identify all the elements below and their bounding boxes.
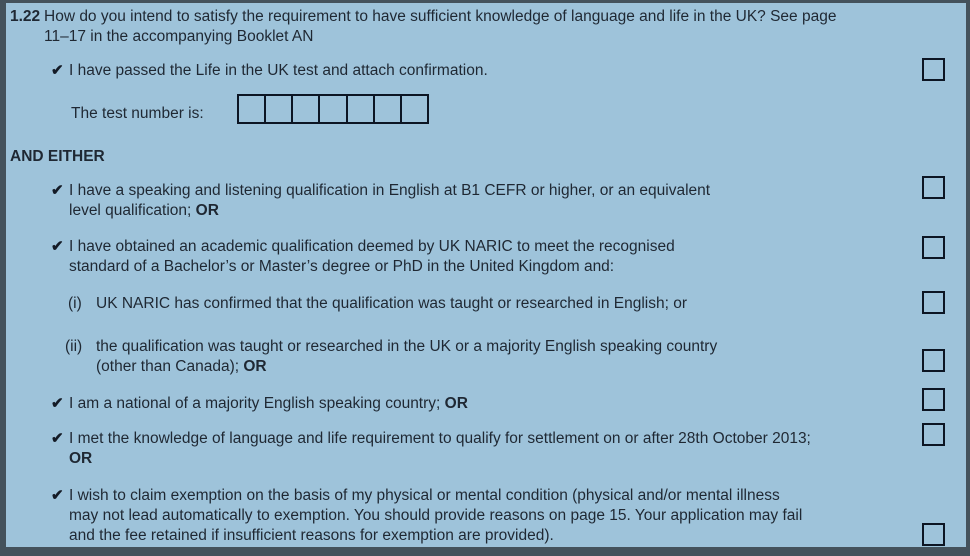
and-either-heading: AND EITHER <box>10 148 105 165</box>
option-exemption-line1: I wish to claim exemption on the basis of my physical or mental condition (physical and/or mental illness <box>69 487 780 504</box>
test-number-cell-2[interactable] <box>264 96 291 122</box>
test-number-cell-1[interactable] <box>239 96 264 122</box>
sub-option-ii-line1: the qualification was taught or researched in the UK or a majority English speaking country <box>96 338 718 355</box>
test-number-cell-3[interactable] <box>291 96 318 122</box>
option-b1-line2 <box>69 201 219 221</box>
checkbox-life-test[interactable] <box>922 58 945 81</box>
option-settlement-line1: I met the knowledge of language and life requirement to qualify for settlement on or after 28th October 2013; <box>69 430 811 447</box>
option-naric-line1: I have obtained an academic qualification deemed by UK NARIC to meet the recognised <box>69 238 675 255</box>
question-number: 1.22 <box>10 8 41 25</box>
tick-icon: ✔ <box>51 487 64 504</box>
test-number-cell-6[interactable] <box>373 96 400 122</box>
checkbox-settlement[interactable] <box>922 423 945 446</box>
tick-icon: ✔ <box>51 238 64 255</box>
test-number-cell-7[interactable] <box>400 96 427 122</box>
option-national-label <box>69 394 468 414</box>
sub-option-ii-line2-or: OR <box>243 358 267 375</box>
question-text-line2: 11–17 in the accompanying Booklet AN <box>44 28 314 45</box>
option-settlement-line2-or: OR <box>69 450 93 467</box>
tick-icon: ✔ <box>51 395 64 412</box>
question-text-line1: How do you intend to satisfy the requirement to have sufficient knowledge of language and life in the UK? See page <box>44 8 837 25</box>
tick-icon: ✔ <box>51 62 64 79</box>
frame-border-bottom <box>0 547 970 556</box>
checkbox-national[interactable] <box>922 388 945 411</box>
test-number-cell-5[interactable] <box>346 96 373 122</box>
option-national-or: OR <box>444 395 468 412</box>
frame-border-right <box>966 0 970 556</box>
checkbox-sub-ii[interactable] <box>922 349 945 372</box>
frame-border-top <box>0 0 970 3</box>
sub-option-i-marker: (i) <box>68 295 82 312</box>
option-b1-line1: I have a speaking and listening qualification in English at B1 CEFR or higher, or an equivalent <box>69 182 711 199</box>
sub-option-i-label: UK NARIC has confirmed that the qualification was taught or researched in English; or <box>96 295 688 312</box>
option-naric-line2: standard of a Bachelor’s or Master’s degree or PhD in the United Kingdom and: <box>69 258 615 275</box>
frame-border-left <box>0 0 6 556</box>
option-life-test-label: I have passed the Life in the UK test and attach confirmation. <box>69 62 488 79</box>
test-number-cell-4[interactable] <box>318 96 345 122</box>
sub-option-ii-marker: (ii) <box>65 338 83 355</box>
test-number-label: The test number is: <box>71 105 204 122</box>
checkbox-naric-qualification[interactable] <box>922 236 945 259</box>
sub-option-ii-line2-text: (other than Canada); <box>96 358 244 375</box>
tick-icon: ✔ <box>51 182 64 199</box>
test-number-input <box>237 94 429 124</box>
option-exemption-line2: may not lead automatically to exemption. You should provide reasons on page 15. Your application may fail <box>69 507 803 524</box>
checkbox-sub-i[interactable] <box>922 291 945 314</box>
option-exemption-line3: and the fee retained if insufficient reasons for exemption are provided). <box>69 527 554 544</box>
option-national-text: I am a national of a majority English speaking country; <box>69 395 445 412</box>
checkbox-b1-qualification[interactable] <box>922 176 945 199</box>
option-b1-line2-or: OR <box>195 202 219 219</box>
tick-icon: ✔ <box>51 430 64 447</box>
option-b1-line2-text: level qualification; <box>69 202 196 219</box>
sub-option-ii-line2 <box>96 357 267 377</box>
checkbox-exemption[interactable] <box>922 523 945 546</box>
